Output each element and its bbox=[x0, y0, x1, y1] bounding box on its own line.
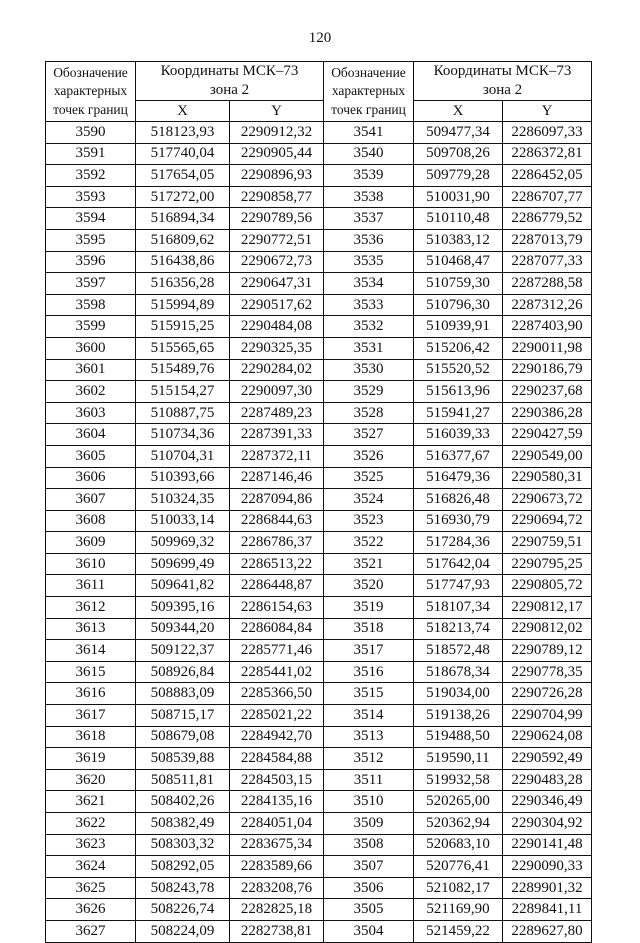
point-number-left: 3605 bbox=[46, 445, 136, 467]
y-value-right: 2286779,52 bbox=[503, 208, 592, 230]
x-value-left: 508926,84 bbox=[136, 661, 230, 683]
x-value-right: 515520,52 bbox=[414, 359, 503, 381]
y-value-right: 2290789,12 bbox=[503, 640, 592, 662]
coordinates-header-right: Координаты МСК–73 зона 2 bbox=[414, 62, 592, 101]
point-number-left: 3621 bbox=[46, 791, 136, 813]
x-value-left: 510033,14 bbox=[136, 510, 230, 532]
point-number-left: 3596 bbox=[46, 251, 136, 273]
y-value-right: 2290778,35 bbox=[503, 661, 592, 683]
y-value-right: 2290580,31 bbox=[503, 467, 592, 489]
point-number-left: 3606 bbox=[46, 467, 136, 489]
y-value-left: 2290097,30 bbox=[230, 381, 324, 403]
coordinates-table bbox=[45, 61, 592, 943]
x-value-right: 519488,50 bbox=[414, 726, 503, 748]
table-row bbox=[46, 834, 592, 856]
x-value-right: 521082,17 bbox=[414, 877, 503, 899]
point-number-right: 3538 bbox=[324, 186, 414, 208]
x-value-left: 518123,93 bbox=[136, 122, 230, 144]
point-number-right: 3517 bbox=[324, 640, 414, 662]
point-number-left: 3617 bbox=[46, 705, 136, 727]
table-row bbox=[46, 575, 592, 597]
point-number-left: 3602 bbox=[46, 381, 136, 403]
point-number-left: 3614 bbox=[46, 640, 136, 662]
point-number-left: 3603 bbox=[46, 402, 136, 424]
x-value-left: 516356,28 bbox=[136, 273, 230, 295]
x-value-left: 508883,09 bbox=[136, 683, 230, 705]
x-value-right: 510939,91 bbox=[414, 316, 503, 338]
point-number-left: 3591 bbox=[46, 143, 136, 165]
point-number-right: 3529 bbox=[324, 381, 414, 403]
y-value-left: 2283589,66 bbox=[230, 856, 324, 878]
point-number-left: 3592 bbox=[46, 165, 136, 187]
y-value-left: 2282738,81 bbox=[230, 920, 324, 942]
y-value-right: 2286707,77 bbox=[503, 186, 592, 208]
point-number-left: 3599 bbox=[46, 316, 136, 338]
designation-header-left: Обозначение характерных точек границ bbox=[46, 62, 136, 122]
y-value-left: 2290858,77 bbox=[230, 186, 324, 208]
x-value-right: 510759,30 bbox=[414, 273, 503, 295]
table-row bbox=[46, 402, 592, 424]
point-number-right: 3527 bbox=[324, 424, 414, 446]
point-number-left: 3624 bbox=[46, 856, 136, 878]
y-value-left: 2287489,23 bbox=[230, 402, 324, 424]
x-value-left: 510393,66 bbox=[136, 467, 230, 489]
table-row bbox=[46, 424, 592, 446]
y-value-left: 2284942,70 bbox=[230, 726, 324, 748]
point-number-left: 3610 bbox=[46, 553, 136, 575]
x-value-left: 517272,00 bbox=[136, 186, 230, 208]
y-value-left: 2284584,88 bbox=[230, 748, 324, 770]
table-row bbox=[46, 661, 592, 683]
table-row bbox=[46, 856, 592, 878]
x-value-right: 519932,58 bbox=[414, 769, 503, 791]
y-value-right: 2289901,32 bbox=[503, 877, 592, 899]
x-value-right: 518572,48 bbox=[414, 640, 503, 662]
point-number-right: 3526 bbox=[324, 445, 414, 467]
point-number-right: 3525 bbox=[324, 467, 414, 489]
x-value-right: 510796,30 bbox=[414, 294, 503, 316]
point-number-right: 3539 bbox=[324, 165, 414, 187]
point-number-left: 3595 bbox=[46, 229, 136, 251]
table-row bbox=[46, 381, 592, 403]
point-number-right: 3511 bbox=[324, 769, 414, 791]
x-value-right: 510031,90 bbox=[414, 186, 503, 208]
table-row bbox=[46, 229, 592, 251]
point-number-left: 3607 bbox=[46, 489, 136, 511]
y-value-right: 2286097,33 bbox=[503, 122, 592, 144]
y-value-right: 2287288,58 bbox=[503, 273, 592, 295]
y-value-right: 2289627,80 bbox=[503, 920, 592, 942]
y-value-left: 2290672,73 bbox=[230, 251, 324, 273]
x-value-left: 508715,17 bbox=[136, 705, 230, 727]
table-row bbox=[46, 553, 592, 575]
point-number-left: 3615 bbox=[46, 661, 136, 683]
x-value-right: 520683,10 bbox=[414, 834, 503, 856]
point-number-left: 3609 bbox=[46, 532, 136, 554]
y-value-right: 2289841,11 bbox=[503, 899, 592, 921]
y-header-left: Y bbox=[230, 101, 324, 122]
point-number-right: 3541 bbox=[324, 122, 414, 144]
x-value-left: 509641,82 bbox=[136, 575, 230, 597]
x-value-right: 520776,41 bbox=[414, 856, 503, 878]
y-value-right: 2290483,28 bbox=[503, 769, 592, 791]
x-value-left: 516894,34 bbox=[136, 208, 230, 230]
x-value-right: 520265,00 bbox=[414, 791, 503, 813]
x-value-right: 518107,34 bbox=[414, 597, 503, 619]
x-value-right: 515941,27 bbox=[414, 402, 503, 424]
designation-header-right: Обозначение характерных точек границ bbox=[324, 62, 414, 122]
x-value-left: 508224,09 bbox=[136, 920, 230, 942]
y-value-left: 2286786,37 bbox=[230, 532, 324, 554]
x-value-right: 518678,34 bbox=[414, 661, 503, 683]
table-row bbox=[46, 640, 592, 662]
point-number-left: 3613 bbox=[46, 618, 136, 640]
y-value-right: 2290704,99 bbox=[503, 705, 592, 727]
point-number-left: 3600 bbox=[46, 337, 136, 359]
x-value-left: 517654,05 bbox=[136, 165, 230, 187]
y-value-left: 2284135,16 bbox=[230, 791, 324, 813]
x-value-right: 518213,74 bbox=[414, 618, 503, 640]
y-value-left: 2286084,84 bbox=[230, 618, 324, 640]
table-row bbox=[46, 143, 592, 165]
point-number-left: 3612 bbox=[46, 597, 136, 619]
x-value-right: 517284,36 bbox=[414, 532, 503, 554]
y-value-left: 2286448,87 bbox=[230, 575, 324, 597]
x-value-left: 515994,89 bbox=[136, 294, 230, 316]
point-number-right: 3521 bbox=[324, 553, 414, 575]
y-value-left: 2283675,34 bbox=[230, 834, 324, 856]
table-row bbox=[46, 467, 592, 489]
x-value-right: 516826,48 bbox=[414, 489, 503, 511]
y-value-right: 2290549,00 bbox=[503, 445, 592, 467]
x-value-right: 520362,94 bbox=[414, 813, 503, 835]
table-header bbox=[46, 62, 592, 122]
y-value-right: 2290186,79 bbox=[503, 359, 592, 381]
x-value-left: 508243,78 bbox=[136, 877, 230, 899]
y-value-left: 2287094,86 bbox=[230, 489, 324, 511]
point-number-left: 3616 bbox=[46, 683, 136, 705]
point-number-right: 3515 bbox=[324, 683, 414, 705]
x-value-right: 510110,48 bbox=[414, 208, 503, 230]
y-value-right: 2290726,28 bbox=[503, 683, 592, 705]
point-number-right: 3518 bbox=[324, 618, 414, 640]
x-value-right: 519590,11 bbox=[414, 748, 503, 770]
table-row bbox=[46, 791, 592, 813]
y-value-right: 2290237,68 bbox=[503, 381, 592, 403]
x-value-left: 508511,81 bbox=[136, 769, 230, 791]
x-value-right: 515613,96 bbox=[414, 381, 503, 403]
coordinates-header-left: Координаты МСК–73 зона 2 bbox=[136, 62, 324, 101]
x-value-left: 515489,76 bbox=[136, 359, 230, 381]
y-value-right: 2290304,92 bbox=[503, 813, 592, 835]
y-value-left: 2290896,93 bbox=[230, 165, 324, 187]
x-value-left: 508539,88 bbox=[136, 748, 230, 770]
y-value-left: 2290517,62 bbox=[230, 294, 324, 316]
x-value-left: 509395,16 bbox=[136, 597, 230, 619]
y-value-right: 2286372,81 bbox=[503, 143, 592, 165]
x-value-left: 508402,26 bbox=[136, 791, 230, 813]
table-row bbox=[46, 337, 592, 359]
y-value-right: 2290805,72 bbox=[503, 575, 592, 597]
y-value-right: 2290141,48 bbox=[503, 834, 592, 856]
point-number-left: 3619 bbox=[46, 748, 136, 770]
y-value-right: 2290427,59 bbox=[503, 424, 592, 446]
y-value-right: 2287013,79 bbox=[503, 229, 592, 251]
x-value-left: 517740,04 bbox=[136, 143, 230, 165]
y-value-left: 2287391,33 bbox=[230, 424, 324, 446]
x-value-left: 510734,36 bbox=[136, 424, 230, 446]
y-value-left: 2290789,56 bbox=[230, 208, 324, 230]
x-value-left: 516438,86 bbox=[136, 251, 230, 273]
y-value-left: 2285366,50 bbox=[230, 683, 324, 705]
y-value-left: 2285021,22 bbox=[230, 705, 324, 727]
table-row bbox=[46, 122, 592, 144]
y-value-right: 2290759,51 bbox=[503, 532, 592, 554]
point-number-right: 3524 bbox=[324, 489, 414, 511]
y-value-left: 2282825,18 bbox=[230, 899, 324, 921]
y-header-right: Y bbox=[503, 101, 592, 122]
x-value-left: 508292,05 bbox=[136, 856, 230, 878]
point-number-right: 3508 bbox=[324, 834, 414, 856]
table-row bbox=[46, 769, 592, 791]
y-value-left: 2290772,51 bbox=[230, 229, 324, 251]
table-row bbox=[46, 877, 592, 899]
point-number-left: 3622 bbox=[46, 813, 136, 835]
point-number-right: 3519 bbox=[324, 597, 414, 619]
point-number-right: 3535 bbox=[324, 251, 414, 273]
y-value-right: 2290812,02 bbox=[503, 618, 592, 640]
y-value-right: 2290090,33 bbox=[503, 856, 592, 878]
point-number-right: 3540 bbox=[324, 143, 414, 165]
x-value-right: 519138,26 bbox=[414, 705, 503, 727]
x-value-right: 509477,34 bbox=[414, 122, 503, 144]
point-number-right: 3506 bbox=[324, 877, 414, 899]
point-number-right: 3504 bbox=[324, 920, 414, 942]
table-row bbox=[46, 726, 592, 748]
point-number-left: 3590 bbox=[46, 122, 136, 144]
y-value-right: 2290694,72 bbox=[503, 510, 592, 532]
x-value-right: 517642,04 bbox=[414, 553, 503, 575]
y-value-right: 2290624,08 bbox=[503, 726, 592, 748]
point-number-left: 3620 bbox=[46, 769, 136, 791]
table-row bbox=[46, 705, 592, 727]
point-number-left: 3598 bbox=[46, 294, 136, 316]
table-body bbox=[46, 122, 592, 943]
y-value-left: 2286844,63 bbox=[230, 510, 324, 532]
point-number-right: 3533 bbox=[324, 294, 414, 316]
y-value-left: 2284051,04 bbox=[230, 813, 324, 835]
y-value-left: 2284503,15 bbox=[230, 769, 324, 791]
point-number-right: 3537 bbox=[324, 208, 414, 230]
point-number-right: 3523 bbox=[324, 510, 414, 532]
y-value-left: 2290647,31 bbox=[230, 273, 324, 295]
table-row bbox=[46, 359, 592, 381]
y-value-right: 2290673,72 bbox=[503, 489, 592, 511]
point-number-right: 3513 bbox=[324, 726, 414, 748]
y-value-right: 2290812,17 bbox=[503, 597, 592, 619]
x-value-left: 509969,32 bbox=[136, 532, 230, 554]
table-row bbox=[46, 597, 592, 619]
x-value-right: 517747,93 bbox=[414, 575, 503, 597]
x-value-left: 515915,25 bbox=[136, 316, 230, 338]
x-value-right: 510468,47 bbox=[414, 251, 503, 273]
y-value-right: 2290346,49 bbox=[503, 791, 592, 813]
y-value-left: 2286513,22 bbox=[230, 553, 324, 575]
x-value-left: 515154,27 bbox=[136, 381, 230, 403]
table-row bbox=[46, 294, 592, 316]
point-number-right: 3530 bbox=[324, 359, 414, 381]
y-value-left: 2286154,63 bbox=[230, 597, 324, 619]
point-number-left: 3608 bbox=[46, 510, 136, 532]
table-row bbox=[46, 618, 592, 640]
point-number-left: 3593 bbox=[46, 186, 136, 208]
x-value-left: 508303,32 bbox=[136, 834, 230, 856]
point-number-right: 3505 bbox=[324, 899, 414, 921]
point-number-right: 3522 bbox=[324, 532, 414, 554]
x-value-right: 516377,67 bbox=[414, 445, 503, 467]
point-number-left: 3623 bbox=[46, 834, 136, 856]
table-row bbox=[46, 273, 592, 295]
x-value-left: 509344,20 bbox=[136, 618, 230, 640]
table-row bbox=[46, 251, 592, 273]
x-value-right: 516930,79 bbox=[414, 510, 503, 532]
x-value-left: 509699,49 bbox=[136, 553, 230, 575]
y-value-left: 2290284,02 bbox=[230, 359, 324, 381]
point-number-right: 3509 bbox=[324, 813, 414, 835]
x-value-left: 508226,74 bbox=[136, 899, 230, 921]
table-row bbox=[46, 532, 592, 554]
point-number-left: 3626 bbox=[46, 899, 136, 921]
table-row bbox=[46, 316, 592, 338]
table-row bbox=[46, 208, 592, 230]
point-number-left: 3625 bbox=[46, 877, 136, 899]
x-header-right: X bbox=[414, 101, 503, 122]
y-value-left: 2285441,02 bbox=[230, 661, 324, 683]
point-number-right: 3510 bbox=[324, 791, 414, 813]
x-value-left: 510324,35 bbox=[136, 489, 230, 511]
table-row bbox=[46, 748, 592, 770]
point-number-right: 3512 bbox=[324, 748, 414, 770]
y-value-right: 2287312,26 bbox=[503, 294, 592, 316]
point-number-left: 3627 bbox=[46, 920, 136, 942]
y-value-right: 2286452,05 bbox=[503, 165, 592, 187]
x-value-right: 516479,36 bbox=[414, 467, 503, 489]
point-number-left: 3618 bbox=[46, 726, 136, 748]
x-value-right: 516039,33 bbox=[414, 424, 503, 446]
x-header-left: X bbox=[136, 101, 230, 122]
y-value-left: 2290905,44 bbox=[230, 143, 324, 165]
point-number-right: 3536 bbox=[324, 229, 414, 251]
point-number-right: 3520 bbox=[324, 575, 414, 597]
x-value-left: 515565,65 bbox=[136, 337, 230, 359]
page-number: 120 bbox=[308, 30, 332, 46]
x-value-right: 509708,26 bbox=[414, 143, 503, 165]
x-value-right: 515206,42 bbox=[414, 337, 503, 359]
y-value-right: 2290386,28 bbox=[503, 402, 592, 424]
point-number-right: 3528 bbox=[324, 402, 414, 424]
y-value-left: 2287146,46 bbox=[230, 467, 324, 489]
x-value-right: 519034,00 bbox=[414, 683, 503, 705]
x-value-left: 508382,49 bbox=[136, 813, 230, 835]
y-value-right: 2290795,25 bbox=[503, 553, 592, 575]
y-value-right: 2287077,33 bbox=[503, 251, 592, 273]
point-number-right: 3531 bbox=[324, 337, 414, 359]
table-row bbox=[46, 186, 592, 208]
table-row bbox=[46, 445, 592, 467]
x-value-left: 510704,31 bbox=[136, 445, 230, 467]
point-number-right: 3532 bbox=[324, 316, 414, 338]
x-value-left: 516809,62 bbox=[136, 229, 230, 251]
point-number-right: 3516 bbox=[324, 661, 414, 683]
x-value-left: 509122,37 bbox=[136, 640, 230, 662]
y-value-left: 2285771,46 bbox=[230, 640, 324, 662]
table-row bbox=[46, 813, 592, 835]
point-number-right: 3507 bbox=[324, 856, 414, 878]
point-number-left: 3594 bbox=[46, 208, 136, 230]
y-value-right: 2290592,49 bbox=[503, 748, 592, 770]
y-value-left: 2290325,35 bbox=[230, 337, 324, 359]
y-value-left: 2283208,76 bbox=[230, 877, 324, 899]
y-value-left: 2290484,08 bbox=[230, 316, 324, 338]
point-number-left: 3611 bbox=[46, 575, 136, 597]
y-value-right: 2290011,98 bbox=[503, 337, 592, 359]
table-row bbox=[46, 489, 592, 511]
table-row bbox=[46, 165, 592, 187]
point-number-left: 3601 bbox=[46, 359, 136, 381]
x-value-left: 510887,75 bbox=[136, 402, 230, 424]
x-value-right: 510383,12 bbox=[414, 229, 503, 251]
x-value-left: 508679,08 bbox=[136, 726, 230, 748]
y-value-left: 2290912,32 bbox=[230, 122, 324, 144]
table-row bbox=[46, 683, 592, 705]
point-number-right: 3534 bbox=[324, 273, 414, 295]
x-value-right: 509779,28 bbox=[414, 165, 503, 187]
x-value-right: 521459,22 bbox=[414, 920, 503, 942]
y-value-left: 2287372,11 bbox=[230, 445, 324, 467]
table-row bbox=[46, 510, 592, 532]
table-row bbox=[46, 899, 592, 921]
y-value-right: 2287403,90 bbox=[503, 316, 592, 338]
point-number-left: 3597 bbox=[46, 273, 136, 295]
x-value-right: 521169,90 bbox=[414, 899, 503, 921]
point-number-left: 3604 bbox=[46, 424, 136, 446]
point-number-right: 3514 bbox=[324, 705, 414, 727]
